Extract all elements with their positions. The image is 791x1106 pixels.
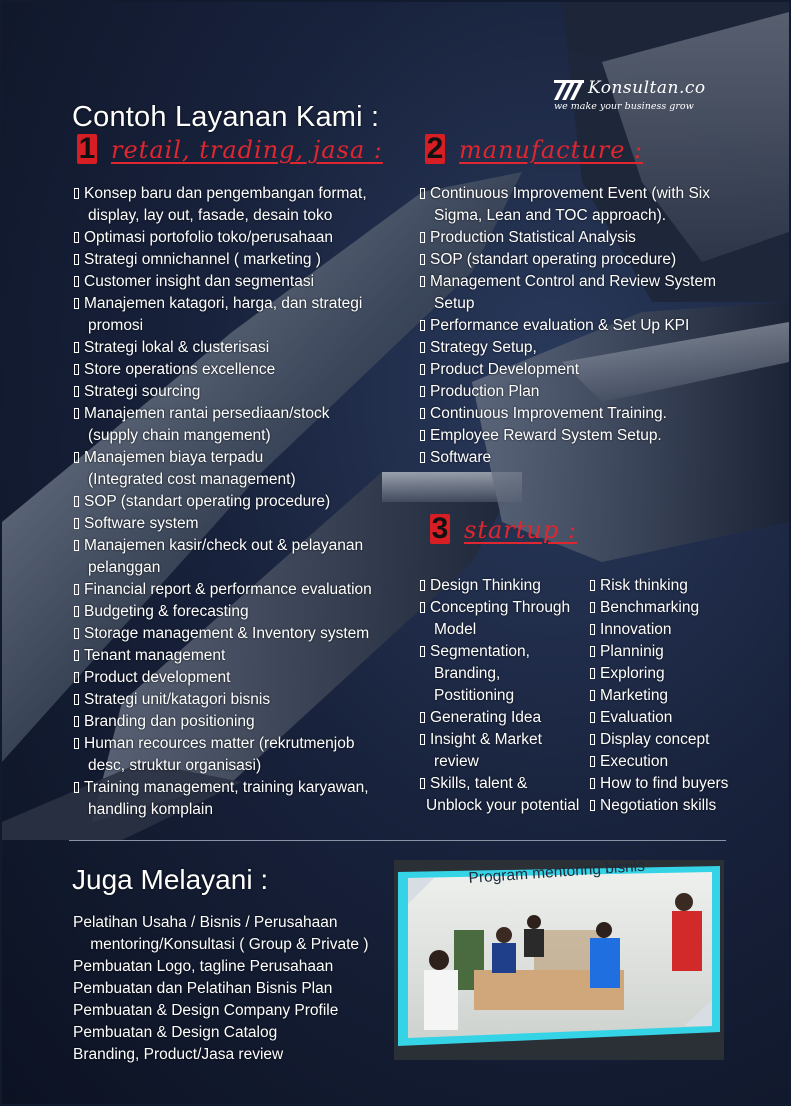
manufacture-service-item-text: Management Control and Review System xyxy=(430,273,717,290)
bullet-icon xyxy=(420,646,425,657)
startup-service-item xyxy=(590,685,740,707)
bullet-icon xyxy=(74,738,79,749)
startup-service-item xyxy=(420,729,590,773)
manufacture-service-item xyxy=(420,249,750,271)
startup-service-item xyxy=(420,707,590,729)
bullet-icon xyxy=(74,650,79,661)
startup-service-item xyxy=(590,663,740,685)
startup-service-item xyxy=(420,597,590,641)
startup-service-item-text: Exploring xyxy=(600,665,665,682)
logo-mark-icon xyxy=(554,80,584,100)
bullet-icon xyxy=(420,188,425,199)
retail-service-item xyxy=(74,601,404,623)
bullet-icon xyxy=(590,624,595,635)
page-heading: Contoh Layanan Kami : xyxy=(72,101,380,134)
startup-service-item-text: Segmentation, xyxy=(430,643,530,660)
juga-service-item: Pembuatan Logo, tagline Perusahaan xyxy=(73,958,334,975)
retail-service-item xyxy=(74,667,404,689)
logo-name: Konsultan.co xyxy=(588,78,706,98)
retail-service-item xyxy=(74,447,404,491)
retail-service-item xyxy=(74,689,404,711)
bullet-icon xyxy=(420,320,425,331)
startup-service-item xyxy=(590,597,740,619)
retail-service-item-text: Strategi sourcing xyxy=(84,383,201,400)
retail-service-item-text: Tenant management xyxy=(84,647,226,664)
section-manufacture-header xyxy=(425,134,643,164)
bullet-icon xyxy=(74,254,79,265)
retail-service-item-text: pelanggan xyxy=(88,559,161,576)
retail-service-item xyxy=(74,579,404,601)
mentoring-photo-image xyxy=(394,857,724,1060)
manufacture-service-item-text: Employee Reward System Setup. xyxy=(430,427,662,444)
startup-service-item xyxy=(590,729,740,751)
manufacture-service-item-text: Software xyxy=(430,449,492,466)
startup-service-item-text: Skills, talent & xyxy=(430,775,528,792)
juga-heading: Juga Melayani : xyxy=(72,864,269,895)
retail-service-item-text: Human recources matter (rekrutmenjob xyxy=(84,735,355,752)
startup-left-tail: Unblock your potential xyxy=(426,797,580,814)
section-title: manufacture : xyxy=(459,136,644,164)
bullet-icon xyxy=(420,408,425,419)
bullet-icon xyxy=(74,364,79,375)
retail-service-item-text: Manajemen katagori, harga, dan strategi xyxy=(84,295,363,312)
bullet-icon xyxy=(74,672,79,683)
retail-service-item xyxy=(74,733,404,777)
section-number-badge: 1 xyxy=(78,132,96,165)
startup-service-item-text: How to find buyers xyxy=(600,775,729,792)
section-retail-header xyxy=(77,134,383,164)
manufacture-service-item xyxy=(420,271,750,315)
retail-service-item-text: handling komplain xyxy=(88,801,213,818)
bullet-icon xyxy=(590,734,595,745)
retail-services-list xyxy=(74,183,404,821)
startup-service-item xyxy=(590,751,740,773)
bullet-icon xyxy=(74,716,79,727)
retail-service-item xyxy=(74,271,404,293)
startup-service-item-text: Evaluation xyxy=(600,709,673,726)
startup-services-list-left xyxy=(420,575,590,795)
section-divider xyxy=(69,840,726,841)
retail-service-item-text: Manajemen biaya terpadu xyxy=(84,449,264,466)
bullet-icon xyxy=(74,452,79,463)
retail-service-item xyxy=(74,337,404,359)
bullet-icon xyxy=(74,584,79,595)
juga-service-item: mentoring/Konsultasi ( Group & Private ) xyxy=(73,936,369,953)
bullet-icon xyxy=(420,580,425,591)
bullet-icon xyxy=(590,690,595,701)
retail-service-item-text: Branding dan positioning xyxy=(84,713,255,730)
logo-tagline: we make your business grow xyxy=(554,101,694,112)
bullet-icon xyxy=(74,694,79,705)
manufacture-service-item-text: SOP (standart operating procedure) xyxy=(430,251,677,268)
bullet-icon xyxy=(590,778,595,789)
retail-service-item-text: Budgeting & forecasting xyxy=(84,603,249,620)
bullet-icon xyxy=(590,668,595,679)
manufacture-service-item-text: Production Plan xyxy=(430,383,540,400)
bullet-icon xyxy=(74,628,79,639)
retail-service-item-text: Strategi lokal & clusterisasi xyxy=(84,339,270,356)
bullet-icon xyxy=(590,580,595,591)
bullet-icon xyxy=(590,602,595,613)
section-number-badge: 3 xyxy=(431,512,449,545)
retail-service-item-text: Product development xyxy=(84,669,231,686)
bullet-icon xyxy=(74,540,79,551)
bullet-icon xyxy=(74,188,79,199)
startup-service-item-text: Insight & Market xyxy=(430,731,542,748)
startup-service-item xyxy=(590,707,740,729)
manufacture-service-item xyxy=(420,227,750,249)
photo-caption: Program mentoring bisnis xyxy=(468,857,646,887)
retail-service-item xyxy=(74,491,404,513)
startup-service-item-text: Design Thinking xyxy=(430,577,541,594)
bullet-icon xyxy=(420,254,425,265)
retail-service-item-text: SOP (standart operating procedure) xyxy=(84,493,331,510)
startup-service-item xyxy=(420,773,590,795)
startup-service-item-text: Negotiation skills xyxy=(600,797,717,814)
retail-service-item-text: Storage management & Inventory system xyxy=(84,625,370,642)
section-title: startup : xyxy=(464,516,577,544)
bullet-icon xyxy=(420,734,425,745)
juga-service-item: Pembuatan & Design Company Profile xyxy=(73,1002,339,1019)
juga-services-list xyxy=(73,912,368,1066)
bullet-icon xyxy=(74,518,79,529)
manufacture-service-item xyxy=(420,337,750,359)
manufacture-services-list xyxy=(420,183,750,469)
retail-service-item xyxy=(74,403,404,447)
juga-service-item: Pembuatan & Design Catalog xyxy=(73,1024,278,1041)
retail-service-item-text: promosi xyxy=(88,317,144,334)
retail-service-item xyxy=(74,293,404,337)
startup-services-list-right xyxy=(590,575,740,817)
manufacture-service-item-text: Setup xyxy=(434,295,475,312)
manufacture-service-item-text: Production Statistical Analysis xyxy=(430,229,636,246)
bullet-icon xyxy=(74,606,79,617)
retail-service-item-text: Manajemen kasir/check out & pelayanan xyxy=(84,537,364,554)
startup-service-item-text: Model xyxy=(434,621,477,638)
juga-service-item: Pembuatan dan Pelatihan Bisnis Plan xyxy=(73,980,333,997)
startup-service-item-text: Marketing xyxy=(600,687,669,704)
bullet-icon xyxy=(590,800,595,811)
bullet-icon xyxy=(590,756,595,767)
manufacture-service-item-text: Continuous Improvement Event (with Six xyxy=(430,185,710,202)
retail-service-item xyxy=(74,183,404,227)
retail-service-item xyxy=(74,381,404,403)
retail-service-item-text: Optimasi portofolio toko/perusahaan xyxy=(84,229,334,246)
retail-service-item xyxy=(74,535,404,579)
brochure-page xyxy=(2,2,789,1104)
retail-service-item-text: Manajemen rantai persediaan/stock xyxy=(84,405,330,422)
bullet-icon xyxy=(74,496,79,507)
bullet-icon xyxy=(420,430,425,441)
retail-service-item-text: display, lay out, fasade, desain toko xyxy=(88,207,333,224)
section-number-badge: 2 xyxy=(426,132,444,165)
startup-service-item-text: Branding, xyxy=(434,665,501,682)
retail-service-item-text: Customer insight dan segmentasi xyxy=(84,273,315,290)
startup-service-item xyxy=(590,619,740,641)
startup-service-item xyxy=(420,641,590,707)
retail-service-item-text: desc, struktur organisasi) xyxy=(88,757,262,774)
manufacture-service-item-text: Product Development xyxy=(430,361,580,378)
startup-service-item xyxy=(420,575,590,597)
manufacture-service-item xyxy=(420,315,750,337)
bullet-icon xyxy=(420,276,425,287)
juga-service-item: Branding, Product/Jasa review xyxy=(73,1046,284,1063)
section-title: retail, trading, jasa : xyxy=(111,136,383,164)
retail-service-item-text: Software system xyxy=(84,515,199,532)
bullet-icon xyxy=(74,232,79,243)
retail-service-item xyxy=(74,711,404,733)
startup-service-item-text: Risk thinking xyxy=(600,577,688,594)
bullet-icon xyxy=(74,298,79,309)
manufacture-service-item-text: Strategy Setup, xyxy=(430,339,537,356)
bullet-icon xyxy=(420,778,425,789)
bullet-icon xyxy=(74,342,79,353)
manufacture-service-item xyxy=(420,403,750,425)
retail-service-item-text: Financial report & performance evaluation xyxy=(84,581,372,598)
retail-service-item-text: Store operations excellence xyxy=(84,361,276,378)
company-logo xyxy=(554,78,714,118)
bullet-icon xyxy=(420,602,425,613)
manufacture-service-item xyxy=(420,381,750,403)
startup-service-item-text: Postitioning xyxy=(434,687,515,704)
bullet-icon xyxy=(420,364,425,375)
retail-service-item-text: (Integrated cost management) xyxy=(88,471,296,488)
bullet-icon xyxy=(420,712,425,723)
manufacture-service-item xyxy=(420,447,750,469)
bullet-icon xyxy=(420,452,425,463)
bullet-icon xyxy=(74,782,79,793)
manufacture-service-item xyxy=(420,425,750,447)
juga-service-item: Pelatihan Usaha / Bisnis / Perusahaan xyxy=(73,914,338,931)
startup-service-item-text: Concepting Through xyxy=(430,599,571,616)
retail-service-item-text: Strategi unit/katagori bisnis xyxy=(84,691,271,708)
manufacture-service-item xyxy=(420,359,750,381)
retail-service-item-text: Training management, training karyawan, xyxy=(84,779,369,796)
retail-service-item xyxy=(74,359,404,381)
retail-service-item xyxy=(74,623,404,645)
retail-service-item-text: (supply chain mangement) xyxy=(88,427,271,444)
bullet-icon xyxy=(420,342,425,353)
bullet-icon xyxy=(74,276,79,287)
retail-service-item xyxy=(74,777,404,821)
manufacture-service-item xyxy=(420,183,750,227)
manufacture-service-item-text: Performance evaluation & Set Up KPI xyxy=(430,317,690,334)
startup-service-item-text: Innovation xyxy=(600,621,672,638)
startup-service-item-text: Planninig xyxy=(600,643,664,660)
startup-service-item-text: Generating Idea xyxy=(430,709,542,726)
retail-service-item xyxy=(74,513,404,535)
manufacture-service-item-text: Sigma, Lean and TOC approach). xyxy=(434,207,667,224)
bullet-icon xyxy=(590,646,595,657)
bullet-icon xyxy=(590,712,595,723)
retail-service-item xyxy=(74,227,404,249)
retail-service-item xyxy=(74,249,404,271)
startup-service-item xyxy=(590,773,740,795)
startup-service-item xyxy=(590,795,740,817)
retail-service-item-text: Konsep baru dan pengembangan format, xyxy=(84,185,367,202)
bullet-icon xyxy=(74,386,79,397)
startup-service-item xyxy=(590,641,740,663)
section-startup-header xyxy=(430,514,577,544)
retail-service-item xyxy=(74,645,404,667)
startup-service-item-text: Display concept xyxy=(600,731,710,748)
manufacture-service-item-text: Continuous Improvement Training. xyxy=(430,405,667,422)
startup-service-item-text: Benchmarking xyxy=(600,599,700,616)
mentoring-photo xyxy=(394,857,724,1060)
retail-service-item-text: Strategi omnichannel ( marketing ) xyxy=(84,251,321,268)
startup-service-item-text: Execution xyxy=(600,753,669,770)
bullet-icon xyxy=(420,232,425,243)
bullet-icon xyxy=(420,386,425,397)
bullet-icon xyxy=(74,408,79,419)
startup-service-item xyxy=(590,575,740,597)
startup-service-item-text: review xyxy=(434,753,479,770)
